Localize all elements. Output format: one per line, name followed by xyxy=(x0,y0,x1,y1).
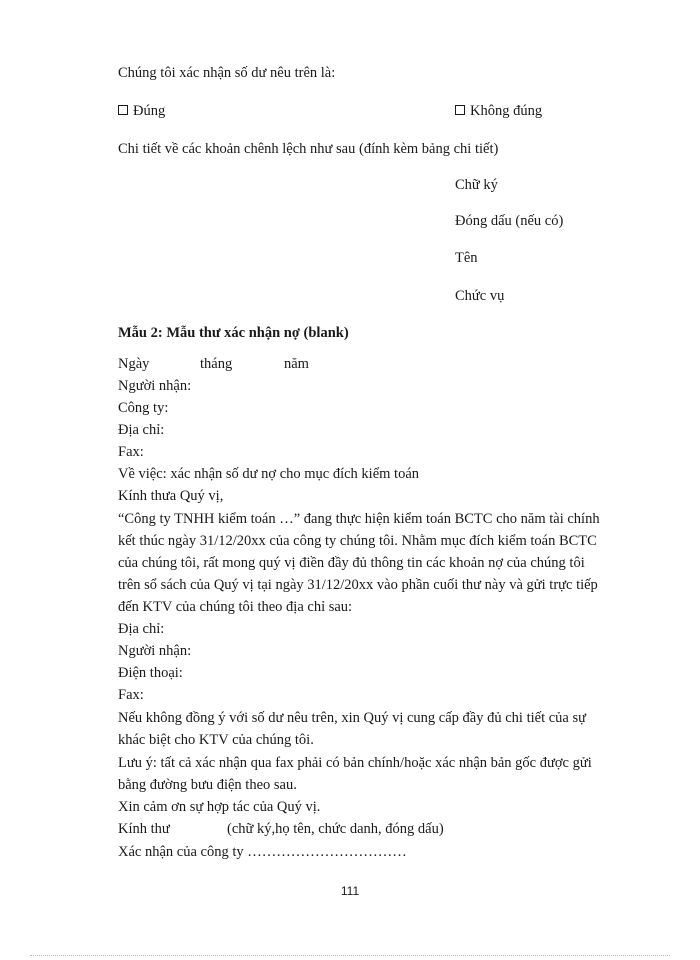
form2-body-line: “Công ty TNHH kiểm toán …” đang thực hiện kiểm toán BCTC cho năm tài chính xyxy=(118,511,600,527)
sign-stamp: Đóng dấu (nếu có) xyxy=(455,213,564,229)
form2-reply-address: Địa chỉ: xyxy=(118,621,165,637)
form2-subject: Về việc: xác nhận số dư nợ cho mục đích kiểm toán xyxy=(118,466,420,482)
form2-date-year: năm xyxy=(284,356,309,372)
form2-fax: Fax: xyxy=(118,444,144,460)
form2-address: Địa chỉ: xyxy=(118,422,165,438)
form2-reply-recipient: Người nhận: xyxy=(118,643,192,659)
form2-reply-phone: Điện thoại: xyxy=(118,665,183,681)
confirm-intro: Chúng tôi xác nhận số dư nêu trên là: xyxy=(118,65,336,81)
option-incorrect xyxy=(455,102,542,120)
form2-date-day: Ngày xyxy=(118,356,150,372)
form2-body-line: đến KTV của chúng tôi theo địa chỉ sau: xyxy=(118,599,353,615)
option-correct xyxy=(118,102,165,120)
discrepancy-detail-line: Chi tiết về các khoản chênh lệch như sau (đính kèm bảng chi tiết) xyxy=(118,141,499,157)
option-incorrect-label: Không đúng xyxy=(470,103,543,119)
form2-disagree-line: khác biệt cho KTV của chúng tôi. xyxy=(118,732,314,748)
page-number: 111 xyxy=(340,884,360,898)
form2-company-confirm: Xác nhận của công ty …………………………… xyxy=(118,844,407,860)
form2-thanks: Xin cảm ơn sự hợp tác của Quý vị. xyxy=(118,799,321,815)
form2-closing-note: (chữ ký,họ tên, chức danh, đóng dấu) xyxy=(227,821,444,837)
form2-body-line: của chúng tôi, rất mong quý vị điền đầy đủ thông tin các khoản nợ của chúng tôi xyxy=(118,555,585,571)
checkbox-correct-icon xyxy=(118,105,128,115)
option-correct-label: Đúng xyxy=(133,103,166,119)
form2-company: Công ty: xyxy=(118,400,169,416)
form2-heading: Mẫu 2: Mẫu thư xác nhận nợ (blank) xyxy=(118,325,349,341)
form2-recipient: Người nhận: xyxy=(118,378,192,394)
form2-note-line: Lưu ý: tất cả xác nhận qua fax phải có bản chính/hoặc xác nhận bản gốc được gửi xyxy=(118,755,592,771)
form2-body-line: kết thúc ngày 31/12/20xx của công ty chúng tôi. Nhằm mục đích kiểm toán BCTC xyxy=(118,533,597,549)
form2-body-line: trên sổ sách của Quý vị tại ngày 31/12/20xx vào phần cuối thư này và gửi trực tiếp xyxy=(118,577,598,593)
sign-name: Tên xyxy=(455,250,478,266)
form2-disagree-line: Nếu không đồng ý với số dư nêu trên, xin Quý vị cung cấp đầy đủ chi tiết của sự xyxy=(118,710,586,726)
form2-date-month: tháng xyxy=(200,356,233,372)
sign-signature: Chữ ký xyxy=(455,177,498,193)
checkbox-incorrect-icon xyxy=(455,105,465,115)
form2-closing: Kính thư xyxy=(118,821,170,837)
form2-reply-fax: Fax: xyxy=(118,687,144,703)
sign-position: Chức vụ xyxy=(455,288,505,304)
form2-salutation: Kính thưa Quý vị, xyxy=(118,488,224,504)
page-bottom-divider xyxy=(30,955,670,956)
form2-note-line: bằng đường bưu điện theo sau. xyxy=(118,777,297,793)
